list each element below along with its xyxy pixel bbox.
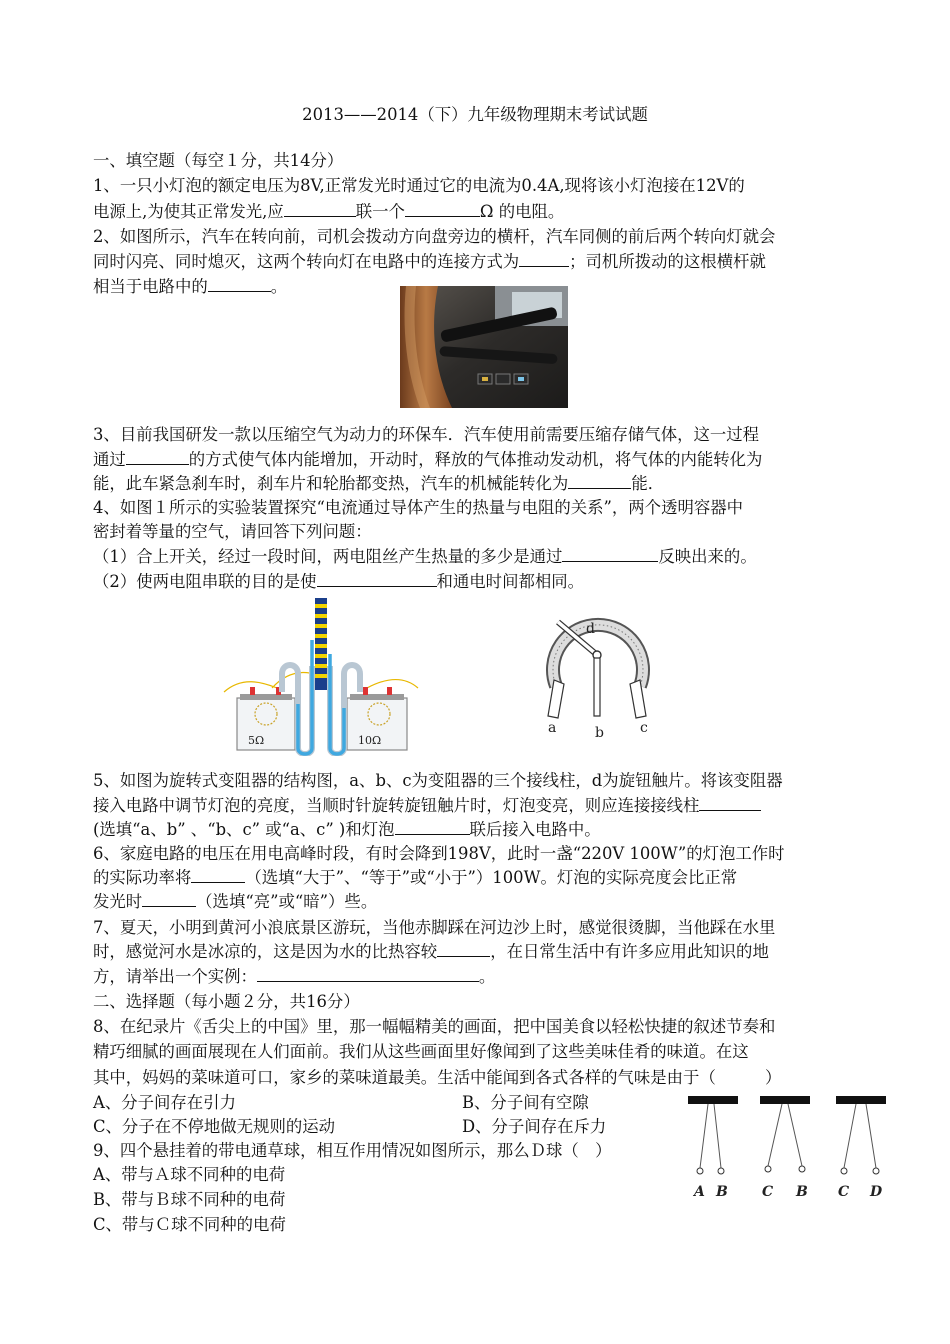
ball-b-label-2: B	[796, 1184, 808, 1200]
q1-text-a: 电源上,为使其正常发光,应	[93, 202, 284, 221]
resistor-5-label: 5Ω	[248, 734, 265, 747]
terminal-c-label: c	[640, 720, 648, 736]
q1-blank-connection[interactable]	[284, 200, 356, 217]
q6-blank-brightness[interactable]	[142, 890, 196, 907]
q6-blank-power[interactable]	[191, 866, 245, 883]
q4-text-b: 反映出来的。	[658, 547, 757, 566]
q1-line2	[93, 200, 564, 224]
q8-line2: 精巧细腻的画面展现在人们面前。我们从这些画面里好像闻到了这些美味佳肴的味道。在这	[93, 1042, 749, 1061]
resistor-10-label: 10Ω	[358, 734, 382, 747]
section-fill-blank-heading: 一、填空题（每空１分，共14分）	[93, 151, 344, 170]
q2-blank-connection[interactable]	[519, 250, 569, 267]
ball-b-label-1: B	[716, 1184, 728, 1200]
ball-c-label-1: C	[762, 1184, 774, 1200]
q2-text-c: 相当于电路中的	[93, 277, 208, 296]
q3-text-b: 的方式使气体内能增加，开动时，释放的气体推动发动机，将气体的内能转化为	[188, 450, 763, 469]
q4-blank-observation[interactable]	[562, 545, 658, 562]
page-title: 2013——2014（下）九年级物理期末考试试题	[302, 105, 648, 124]
q4-line1: 4、如图１所示的实验装置探究“电流通过导体产生的热量与电阻的关系”，两个透明容器中	[93, 498, 744, 517]
q5-line3	[93, 818, 601, 842]
q6-text-c: 发光时	[93, 892, 143, 911]
q2-line3	[93, 275, 287, 299]
q1-text-b: 联一个	[355, 202, 405, 221]
q5-blank-connection[interactable]	[395, 818, 470, 835]
q4-line2: 密封着等量的空气，请回答下列问题：	[93, 522, 372, 541]
q9-option-b[interactable]: B、带与Ｂ球不同种的电荷	[93, 1190, 286, 1209]
terminal-d-label: d	[586, 621, 595, 637]
q2-line2	[93, 250, 766, 274]
q1-line1: 1、一只小灯泡的额定电压为8V,正常发光时通过它的电流为0.4A,现将该小灯泡接在12V的	[93, 176, 745, 195]
q1-blank-resistance[interactable]	[405, 200, 480, 217]
q2-text-a: 同时闪亮、同时熄灭，这两个转向灯在电路中的连接方式为	[93, 252, 520, 271]
q4-text-a: （1）合上开关，经过一段时间，两电阻丝产生热量的多少是通过	[93, 547, 563, 566]
q3-blank-energy[interactable]	[568, 472, 631, 489]
q8-option-c[interactable]: C、分子在不停地做无规则的运动	[93, 1117, 336, 1136]
q8-option-a[interactable]: A、分子间存在引力	[93, 1093, 236, 1112]
q5-blank-terminals[interactable]	[699, 794, 761, 811]
q6-text-a: 的实际功率将	[93, 868, 192, 887]
q6-text-b: （选填“大于”、“等于”或“小于”）100W。灯泡的实际亮度会比正常	[245, 868, 738, 887]
q4-line3	[93, 545, 757, 569]
q5-line2	[93, 794, 761, 818]
q7-text-d: 。	[478, 967, 496, 986]
q8-option-b[interactable]: B、分子间有空隙	[462, 1093, 589, 1112]
q8-line3: 其中，妈妈的菜味道可口，家乡的菜味道最美。生活中能闻到各式各样的气味是由于（ ）	[93, 1068, 782, 1087]
q7-blank-example[interactable]	[257, 965, 479, 982]
q7-text-a: 时，感觉河水是冰凉的，这是因为水的比热容较	[93, 942, 438, 961]
q2-blank-component[interactable]	[208, 275, 271, 292]
hanging-balls-diagram	[686, 1092, 888, 1204]
q3-text-c: 能，此车紧急刹车时，刹车片和轮胎都变热，汽车的机械能转化为	[93, 474, 569, 493]
terminal-b-label: b	[595, 725, 604, 740]
q2-line1: 2、如图所示，汽车在转向前，司机会拨动方向盘旁边的横杆，汽车同侧的前后两个转向灯就会	[93, 227, 776, 246]
q8-option-d[interactable]: D、分子间存在斥力	[462, 1117, 607, 1136]
q4-text-d: 和通电时间都相同。	[436, 572, 585, 591]
q2-text-d: 。	[270, 277, 288, 296]
q7-text-b: ，在日常生活中有许多应用此知识的地	[490, 942, 769, 961]
q7-text-c: 方，请举出一个实例：	[93, 967, 257, 986]
q9-option-c[interactable]: C、带与Ｃ球不同种的电荷	[93, 1215, 286, 1234]
q5-line1: 5、如图为旋转式变阻器的结构图，a、b、c为变阻器的三个接线柱，d为旋钮触片。将该变阻器	[93, 771, 783, 790]
q1-text-c: Ω 的电阻。	[479, 202, 565, 221]
q3-line1: 3、目前我国研发一款以压缩空气为动力的环保车．汽车使用前需要压缩存储气体，这一过程	[93, 425, 760, 444]
rotary-rheostat-diagram	[540, 600, 655, 740]
q5-text-a: 接入电路中调节灯泡的亮度，当顺时针旋转旋钮触片时，灯泡变亮，则应连接接线柱	[93, 796, 700, 815]
heat-resistance-apparatus	[222, 596, 420, 756]
q7-line3	[93, 965, 495, 989]
q7-blank-heat-capacity[interactable]	[437, 940, 490, 957]
ball-a-label: A	[694, 1184, 705, 1200]
q5-text-b: (选填“a、b” 、“b、c” 或“a、c” )和灯泡	[93, 820, 395, 839]
q3-line2	[93, 448, 762, 472]
q2-text-b: ；司机所拨动的这根横杆就	[569, 252, 766, 271]
q6-line2	[93, 866, 737, 890]
q6-line3	[93, 890, 377, 914]
ball-c-label-2: C	[838, 1184, 850, 1200]
q3-blank-method[interactable]	[126, 448, 189, 465]
q3-line3	[93, 472, 664, 496]
turn-signal-lever-photo	[400, 286, 568, 408]
q6-line1: 6、家庭电路的电压在用电高峰时段，有时会降到198V，此时一盏“220V 100W”的灯泡工作时	[93, 844, 785, 863]
q4-blank-purpose[interactable]	[317, 570, 437, 587]
q7-line2	[93, 940, 769, 964]
terminal-a-label: a	[548, 720, 557, 736]
q3-text-d: 能．	[631, 474, 665, 493]
q9-option-a[interactable]: A、带与Ａ球不同种的电荷	[93, 1165, 286, 1184]
q4-line4	[93, 570, 584, 594]
q5-text-c: 联后接入电路中。	[469, 820, 601, 839]
q4-text-c: （2）使两电阻串联的目的是使	[93, 572, 317, 591]
ball-d-label: D	[870, 1184, 883, 1200]
q9-line1: 9、四个悬挂着的带电通草球，相互作用情况如图所示，那么Ｄ球（ ）	[93, 1141, 612, 1160]
q8-line1: 8、在纪录片《舌尖上的中国》里，那一幅幅精美的画面，把中国美食以轻松快捷的叙述节奏和	[93, 1017, 776, 1036]
q7-line1: 7、夏天，小明到黄河小浪底景区游玩，当他赤脚踩在河边沙上时，感觉很烫脚，当他踩在水里	[93, 918, 776, 937]
q3-text-a: 通过	[93, 450, 126, 469]
section-choice-heading: 二、选择题（每小题２分，共16分）	[93, 992, 360, 1011]
q6-text-d: （选填“亮”或“暗”）些。	[196, 892, 378, 911]
